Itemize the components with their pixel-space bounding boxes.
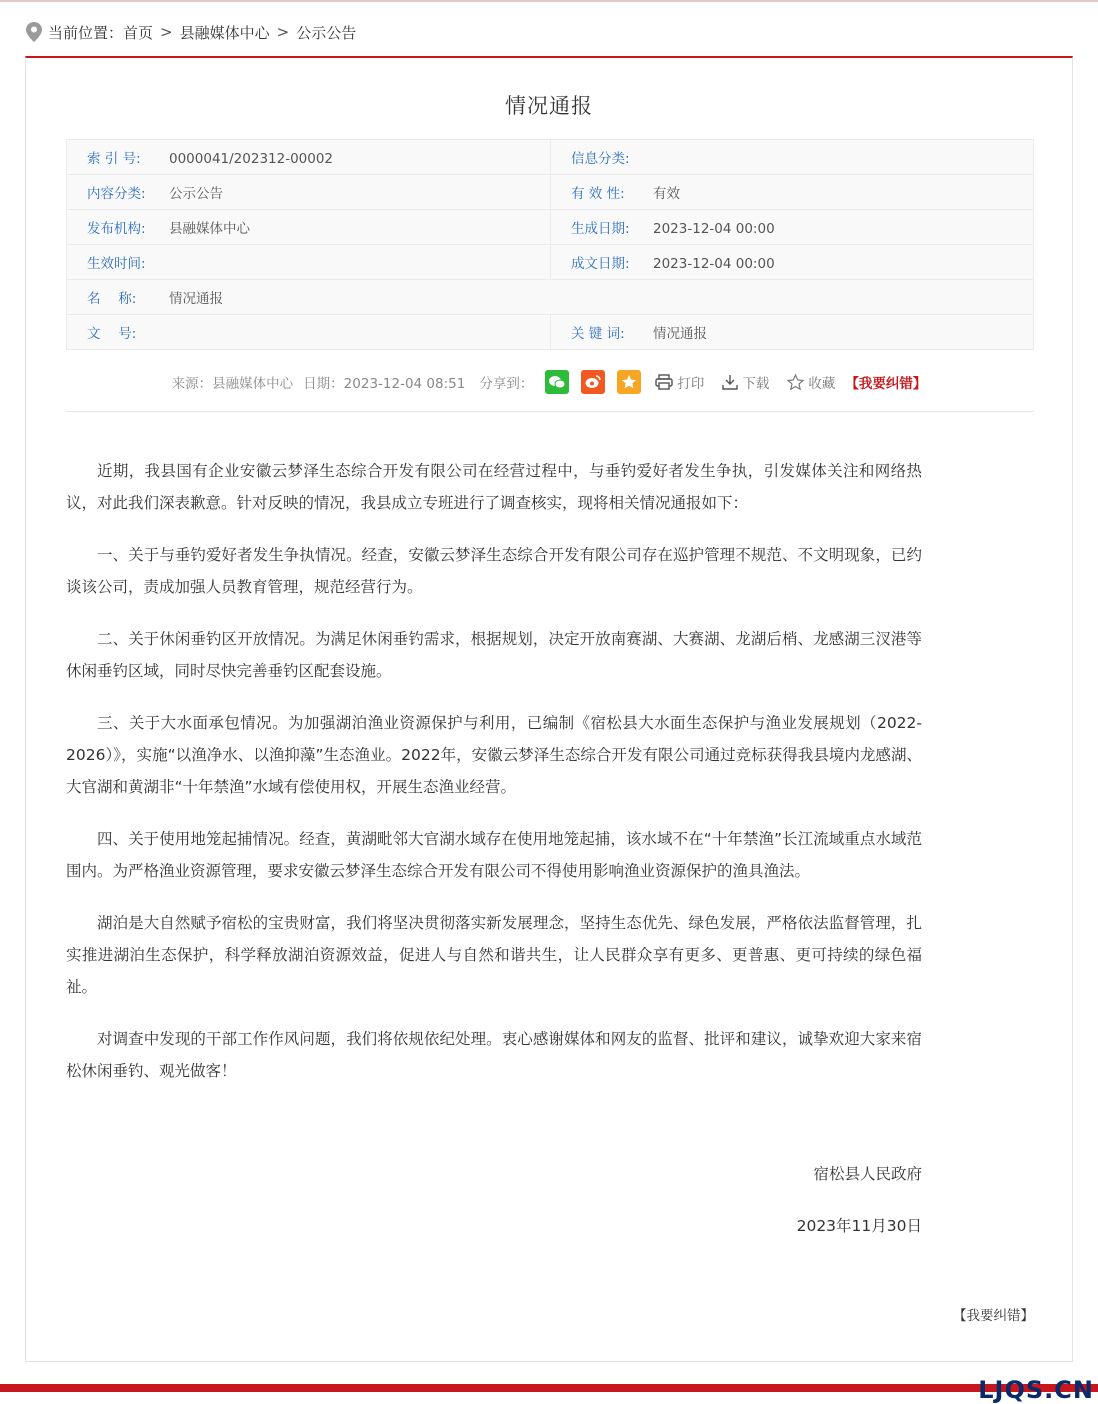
metadata-row — [67, 175, 1034, 210]
signature-organization: 宿松县人民政府 — [813, 1165, 922, 1183]
body-paragraph: 三、关于大水面承包情况。为加强湖泊渔业资源保护与利用，已编制《宿松县大水面生态保护与渔业发展规划（2022-2026）》，实施“以渔净水、以渔抑藻”生态渔业。2022年，安徽云梦泽生态综合开发有限公司通过竞标获得我县境内龙感湖、大官湖和黄湖非“十年禁渔”水域有偿使用权，开展生态渔业经营。 — [66, 714, 922, 796]
meta-publisher-value: 县融媒体中心 — [169, 221, 250, 237]
print-label: 打印 — [677, 376, 705, 392]
favorite-button[interactable] — [787, 372, 835, 392]
footer-bar — [0, 1384, 1098, 1392]
article-toolbar — [0, 369, 1098, 395]
breadcrumb-separator: > — [160, 23, 173, 41]
star-outline-icon — [787, 374, 804, 391]
metadata-row — [67, 140, 1034, 175]
share-qzone-button[interactable] — [617, 370, 641, 394]
metadata-table — [66, 139, 1034, 350]
meta-label: 文 号: — [87, 326, 137, 342]
metadata-row — [67, 210, 1034, 245]
meta-label: 成文日期: — [571, 256, 630, 272]
body-paragraph: 近期，我县国有企业安徽云梦泽生态综合开发有限公司在经营过程中，与垂钓爱好者发生争执，引发媒体关注和网络热议，对此我们深表歉意。针对反映的情况，我县成立专班进行了调查核实，现将相关情况通报如下： — [66, 462, 922, 512]
breadcrumb-separator: > — [276, 23, 290, 41]
favorite-label: 收藏 — [808, 376, 836, 392]
meta-label: 关 键 词: — [571, 326, 625, 342]
meta-label: 索 引 号: — [87, 151, 141, 167]
meta-label: 内容分类: — [87, 186, 146, 202]
breadcrumb — [26, 20, 356, 44]
weibo-icon — [585, 375, 601, 389]
breadcrumb-prefix: 当前位置： — [48, 23, 124, 42]
breadcrumb-home-link[interactable]: 首页 — [123, 23, 154, 42]
metadata-row — [67, 245, 1034, 280]
printer-icon — [655, 374, 673, 390]
download-label: 下载 — [742, 376, 770, 392]
body-paragraph: 四、关于使用地笼起捕情况。经查，黄湖毗邻大官湖水域存在使用地笼起捕，该水域不在“十年禁渔”长江流域重点水域范围内。为严格渔业资源管理，要求安徽云梦泽生态综合开发有限公司不得使用影响渔业资源保护的渔具渔法。 — [66, 830, 922, 880]
breadcrumb-category-link[interactable]: 公示公告 — [296, 23, 357, 42]
wechat-icon — [549, 375, 565, 389]
metadata-row — [67, 315, 1034, 350]
body-paragraph: 二、关于休闲垂钓区开放情况。为满足休闲垂钓需求，根据规划，决定开放南赛湖、大赛湖、龙湖后梢、龙感湖三汊港等休闲垂钓区域，同时尽快完善垂钓区配套设施。 — [66, 630, 922, 680]
location-pin-icon — [26, 22, 42, 42]
report-error-link[interactable]: 【我要纠错】 — [845, 376, 927, 392]
metadata-row — [67, 280, 1034, 315]
meta-label: 有 效 性: — [571, 186, 625, 202]
top-divider — [0, 0, 1098, 2]
meta-content-category-value: 公示公告 — [169, 186, 223, 202]
meta-label: 生成日期: — [571, 221, 630, 237]
meta-index-value: 0000041/202312-00002 — [169, 151, 334, 167]
breadcrumb-section-link[interactable]: 县融媒体中心 — [179, 23, 270, 42]
toolbar-divider — [66, 411, 1034, 412]
share-wechat-button[interactable] — [545, 370, 569, 394]
share-weibo-button[interactable] — [581, 370, 605, 394]
meta-label: 生效时间: — [87, 256, 146, 272]
report-error-bottom-link[interactable]: 【我要纠错】 — [953, 1308, 1034, 1324]
star-icon — [621, 374, 637, 390]
body-paragraph: 湖泊是大自然赋予宿松的宝贵财富，我们将坚决贯彻落实新发展理念，坚持生态优先、绿色发展，严格依法监督管理，扎实推进湖泊生态保护，科学释放湖泊资源效益，促进人与自然和谐共生，让人民群众享有更多、更普惠、更可持续的绿色福祉。 — [66, 914, 922, 996]
meta-validity-value: 有效 — [653, 186, 680, 202]
meta-document-date-value: 2023-12-04 00:00 — [653, 256, 775, 272]
signature-date: 2023年11月30日 — [796, 1217, 922, 1235]
article-date: 日期：2023-12-04 08:51 — [303, 376, 466, 392]
print-button[interactable] — [655, 372, 704, 392]
meta-name-value: 情况通报 — [169, 291, 223, 307]
meta-keywords-value: 情况通报 — [653, 326, 707, 342]
meta-generated-date-value: 2023-12-04 00:00 — [653, 221, 775, 237]
meta-label: 发布机构: — [87, 221, 146, 237]
watermark: LJQS.CN — [978, 1376, 1094, 1404]
body-paragraph: 一、关于与垂钓爱好者发生争执情况。经查，安徽云梦泽生态综合开发有限公司存在巡护管理不规范、不文明现象，已约谈该公司，责成加强人员教育管理，规范经营行为。 — [66, 546, 922, 596]
meta-label: 信息分类: — [571, 151, 630, 167]
body-paragraph: 对调查中发现的干部工作作风问题，我们将依规依纪处理。衷心感谢媒体和网友的监督、批评和建议，诚挚欢迎大家来宿松休闲垂钓、观光做客！ — [66, 1030, 922, 1080]
article-title: 情况通报 — [505, 94, 593, 118]
article-body — [66, 455, 922, 1107]
download-icon — [722, 374, 738, 390]
article-source: 来源：县融媒体中心 — [171, 376, 294, 392]
share-label: 分享到： — [479, 376, 534, 392]
download-button[interactable] — [722, 372, 769, 392]
meta-label: 名 称: — [87, 291, 137, 307]
